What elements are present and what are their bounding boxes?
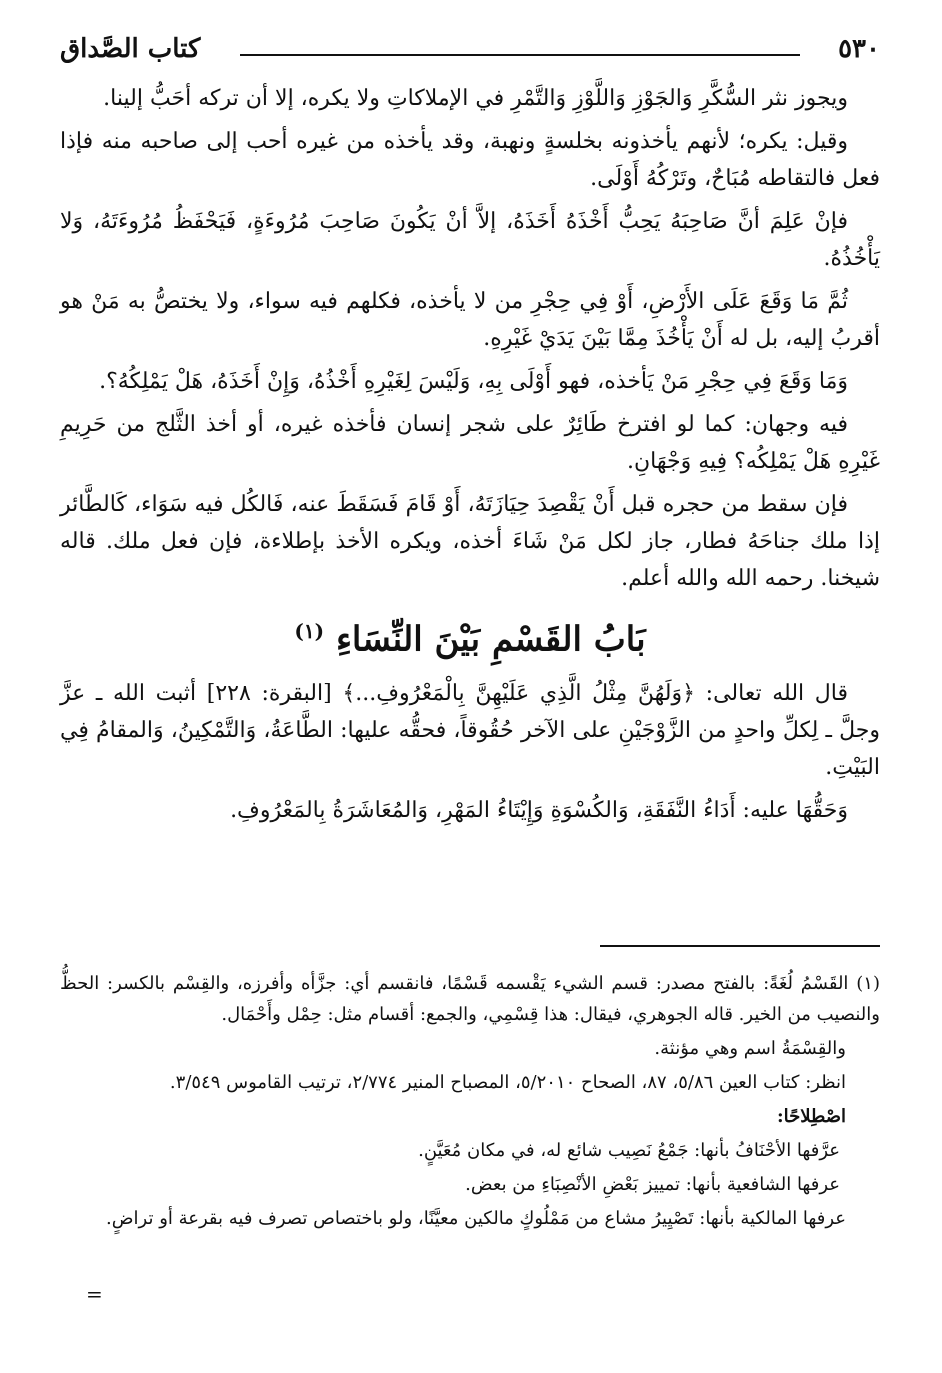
paragraph: وَمَا وَقَعَ فِي حِجْرِ مَنْ يَأخذه، فهو أَوْلَى بِهِ، وَلَيْسَ لِغَيْرِهِ أَخْذُهُ، وَإِنْ أَخَذَهُ، هَلْ يَمْلِكُهُ؟. xyxy=(99,369,848,394)
footnote-line: عرفها المالكية بأنها: تَصْيِيرُ مشاع من مَمْلُوكٍ مالكين معيَّنًا، ولو باختصاص تصرف فيه بقرعة أو تراضٍ. xyxy=(106,1208,846,1229)
chapter-paragraph: قال الله تعالى: ﴿وَلَهُنَّ مِثْلُ الَّذِي عَلَيْهِنَّ بِالْمَعْرُوفِ...﴾ [البقرة: ٢٢٨] أثبت الله ـ عزَّ وجلَّ ـ لِكلِّ واحدٍ من الزَّوْجَيْنِ على الآخر حُقُوقاً، فحقُّه عليها: الطَّاعَةُ، وَالتَّمْكِينُ، وَالمقامُ فِي البَيْتِ. xyxy=(60,681,880,781)
page-number: ٥٣٠ xyxy=(838,34,880,64)
main-text xyxy=(60,80,880,835)
footnote-ref: (١) xyxy=(294,619,325,643)
book-title: كتاب الصَّداق xyxy=(60,34,201,64)
footnotes xyxy=(60,968,880,1237)
chapter-title-text: بَابُ القَسْمِ بَيْنَ النِّسَاءِ xyxy=(335,619,646,660)
paragraph: فيه وجهان: كما لو افترخ طَائِرٌ على شجر إنسان فأخذه غيره، أو أخذ الثَّلج من حَرِيمِ غَيْرِهِ هَلْ يَمْلِكُه؟ فِيهِ وَجْهَانِ. xyxy=(60,412,880,474)
page-header xyxy=(60,30,880,74)
footnote-subheading: اصْطِلاحًا: xyxy=(776,1106,846,1127)
chapter-paragraph: وَحَقُّهَا عليه: أَدَاءُ النَّفَقَةِ، وَالكُسْوَةِ وَإِيْتَاءُ المَهْرِ، وَالمُعَاشَرَةُ بِالمَعْرُوفِ. xyxy=(230,798,848,824)
footnote-separator xyxy=(600,945,880,947)
paragraph: وقيل: يكره؛ لأنهم يأخذونه بخلسةٍ ونهبة، وقد يأخذه من غيره أحب إلى صاحبه منه فإذا فعل فالتقاطه مُبَاحٌ، وتَرْكُهُ أَوْلَى. xyxy=(60,129,880,191)
footnote-line: عرَّفها الأحْنَافُ بأنها: جَمْعُ نَصِيب شائع له، في مكان مُعَيَّنٍ. xyxy=(418,1140,840,1161)
footnote-line: عرفها الشافعية بأنها: تمييز بَعْضِ الأنْصِبَاءِ من بعض. xyxy=(465,1174,840,1195)
footnote-line: انظر: كتاب العين ٥/٨٦، ٨٧، الصحاح ٥/٢٠١٠، المصباح المنير ٢/٧٧٤، ترتيب القاموس ٣/٥٤٩. xyxy=(169,1072,846,1093)
footnote-line: والقِسْمَةُ اسم وهي مؤنثة. xyxy=(654,1038,846,1059)
paragraph: فإن سقط من حجره قبل أَنْ يَقْصِدَ حِيَازَتَهُ، أَوْ قَامَ فَسَقَطَ عنه، فَالكُل فيه سَوَاء، كَالطَّائر إذا ملك جناحَهُ فطار، جاز لكل مَنْ شَاءَ أخذه، ويكره الأخذ بإطلاءة، فإن فعل ملك. قاله شيخنا. رحمه الله والله أعلم. xyxy=(60,492,880,591)
paragraph: ثُمَّ مَا وَقَعَ عَلَى الأَرْضِ، أَوْ فِي حِجْرِ من لا يأخذه، فكلهم فيه سواء، ولا يختصُّ به مَنْ هو أقربُ إليه، بل له أَنْ يَأْخُذَ مِمَّا بَيْنَ يَدَيْ غَيْرِهِ. xyxy=(60,289,880,351)
footnote-line: (١) القَسْمُ لُغَةً: بالفتح مصدر: قسم الشيء يَقْسمه قَسْمًا، فانقسم أي: جزَّأه وأفرزه، والقِسْم بالكسر: الحظُّ والنصيب من الخير. قاله الجوهري، فيقال: هذا قِسْمِي، والجمع: أقسام مثل: حِمْل وأَحْمَال. xyxy=(60,973,880,1025)
paragraph: ويجوز نثر السُّكَّرِ وَالجَوْزِ وَاللَّوْزِ وَالتَّمْرِ في الإملاكاتِ ولا يكره، إلا أن تركه أحَبُّ إلينا. xyxy=(103,86,848,111)
header-rule xyxy=(240,54,800,56)
continuation-mark: = xyxy=(86,1282,103,1306)
chapter-title xyxy=(60,609,880,661)
paragraph: فإنْ عَلِمَ أنَّ صَاحِبَهُ يَحِبُّ أَخْذَهُ أَخَذَهُ، إلاَّ أنْ يَكُونَ صَاحِبَ مُرُوءَةٍ، فَيَحْفَظُ مُرُوءَتَهُ، وَلا يَأْخُذُهُ. xyxy=(60,209,880,271)
